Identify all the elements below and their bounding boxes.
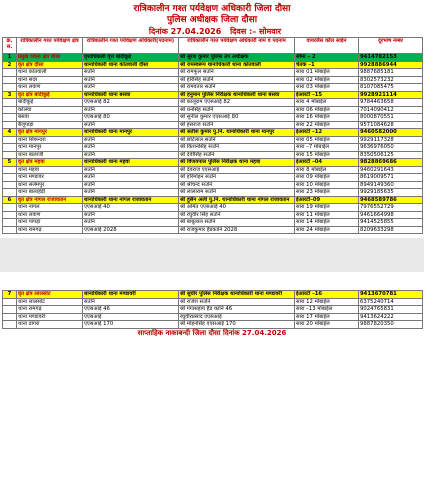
- designation-cell: सउनि: [83, 136, 179, 144]
- callsign-cell: सारा 23 मोबाईल: [295, 189, 359, 197]
- officer-cell: श्री रामस्वरूप थानाधिकारी थाना कोतवाली: [179, 61, 295, 69]
- callsign-cell: सारा 12 मोबाईल: [295, 298, 359, 306]
- roster-table-continued: [2, 290, 423, 329]
- header-date-line: [0, 26, 424, 37]
- area-cell: वृत क्षेत्र मानपुर: [17, 129, 83, 137]
- designation-cell: सउनि: [83, 69, 179, 77]
- table-row: [3, 189, 423, 197]
- area-cell: थाना पापड़ा: [17, 219, 83, 227]
- sno-cell: [3, 181, 17, 189]
- callsign-cell: सारा 4 मोबाईल: [295, 99, 359, 107]
- officer-cell: श्री छोटेलाल सउनि: [179, 136, 295, 144]
- sno-cell: [3, 219, 17, 227]
- circle-header-row: [3, 196, 423, 204]
- circle-header-row: [3, 159, 423, 167]
- table-row: [3, 174, 423, 182]
- table-row: [3, 136, 423, 144]
- callsign-cell: सारा –13 मोबाईल: [295, 306, 359, 314]
- area-cell: वृत क्षेत्र लालसोट: [17, 291, 83, 299]
- callsign-cell: ईआरटी –16: [295, 291, 359, 299]
- phone-cell: 9414525855: [359, 219, 423, 227]
- table-row: [3, 313, 423, 321]
- officer-cell: श्री देवराज एएसआई: [179, 166, 295, 174]
- officer-cell: श्री रघुवीर सिंह सउनि: [179, 211, 295, 219]
- officer-cell: श्री लालाराम सउनि: [179, 189, 295, 197]
- table-row: [3, 298, 423, 306]
- designation-cell: थानाधिकारी थाना बसवा: [83, 91, 179, 99]
- sno-cell: [3, 106, 17, 114]
- designation-cell: एएसआई 2028: [83, 226, 179, 234]
- header-subtitle: पुलिस अधीक्षक जिला दौसा: [166, 15, 258, 25]
- page-gap: [0, 238, 424, 272]
- phone-cell: 9460291643: [359, 166, 423, 174]
- officer-cell: श्री श्रीचन्द सउनि: [179, 181, 295, 189]
- designation-cell: एएसआई 40: [83, 204, 179, 212]
- document-header: [0, 0, 424, 37]
- table-row: [3, 211, 423, 219]
- callsign-cell: ईआरटी –12: [295, 129, 359, 137]
- callsign-cell: सारा 03 मोबाईल: [295, 84, 359, 92]
- area-cell: थाना सदर: [17, 76, 83, 84]
- callsign-cell: सारा 24 मोबाईल: [295, 226, 359, 234]
- designation-cell: एएसआई 82: [83, 99, 179, 107]
- sno-cell: [3, 166, 17, 174]
- area-cell: वृत क्षेत्र दौसा: [17, 61, 83, 69]
- designation-cell: सउनि: [83, 189, 179, 197]
- area-cell: थाना महवा: [17, 166, 83, 174]
- area-cell: थाना रामगढ़: [17, 226, 83, 234]
- area-cell: बैजूपाड़ा: [17, 121, 83, 129]
- area-cell: बांदीकुई: [17, 99, 83, 107]
- circle-header-row: [3, 291, 423, 299]
- officer-cell: श्री देवीसिंह सउनि: [179, 151, 295, 159]
- callsign-cell: सारा 15 मोबाईल: [295, 151, 359, 159]
- sno-cell: 2: [3, 61, 17, 69]
- table-row: [3, 181, 423, 189]
- officer-cell: श्री सुरेश कुमार पुलिस उप अधीक्षक: [179, 54, 295, 62]
- designation-cell: सउनि: [83, 76, 179, 84]
- roster-body: [3, 54, 423, 234]
- callsign-cell: सारा 11 मोबाईल: [295, 211, 359, 219]
- sno-cell: [3, 226, 17, 234]
- col-header-officer-designation: रात्रिकालीन गश्त पर्यवेक्षण अधिकारी(पदनाम): [83, 38, 179, 54]
- area-cell: कोलवा: [17, 106, 83, 114]
- sno-cell: 5: [3, 159, 17, 167]
- area-cell: थाना मानपुर: [17, 144, 83, 152]
- designation-cell: थानाधिकारी थाना कोतवाली दौसा: [83, 61, 179, 69]
- callsign-cell: सारा 09 मोबाईल: [295, 174, 359, 182]
- phone-cell: 9929117328: [359, 136, 423, 144]
- table-row: [3, 121, 423, 129]
- area-cell: वृत क्षेत्र महवा: [17, 159, 83, 167]
- officer-cell: श्री अमित एएसआई 40: [179, 204, 295, 212]
- callsign-cell: सारा 16 मोबाईल: [295, 114, 359, 122]
- sno-cell: [3, 144, 17, 152]
- officer-cell: श्री गंगासहाय हैड कानि 46: [179, 306, 295, 314]
- designation-cell: सउनि: [83, 219, 179, 227]
- table-row: [3, 69, 423, 77]
- callsign-cell: सारा 10 मोबाईल: [295, 181, 359, 189]
- sno-cell: [3, 189, 17, 197]
- phone-cell: 9413624222: [359, 313, 423, 321]
- officer-cell: श्री हरिसिंह सउनि: [179, 76, 295, 84]
- phone-cell: 9636976050: [359, 144, 423, 152]
- callsign-cell: सारा 17 मोबाईल: [295, 313, 359, 321]
- designation-cell: सउनि: [83, 174, 179, 182]
- sno-cell: [3, 204, 17, 212]
- designation-cell: सउनि: [83, 106, 179, 114]
- designation-cell: वृत्ताधिकारी वृत्त बांदीकुई: [83, 54, 179, 62]
- callsign-cell: सारा 06 मोबाईल: [295, 106, 359, 114]
- col-header-area: रात्रिकालीन गश्त पर्यवेक्षण क्षेत्र: [17, 38, 83, 54]
- phone-cell: 8302573232: [359, 76, 423, 84]
- table-row: [3, 99, 423, 107]
- officer-cell: श्री बाबूलाल सउनि: [179, 219, 295, 227]
- table-row: [3, 76, 423, 84]
- callsign-cell: सारा 20 मोबाईल: [295, 321, 359, 329]
- area-cell: थाना बालाजी: [17, 151, 83, 159]
- designation-cell: सउनि: [83, 166, 179, 174]
- col-header-sno: क्र. स.: [3, 38, 17, 54]
- phone-cell: 9571084628: [359, 121, 423, 129]
- designation-cell: थानाधिकारी थाना महवा: [83, 159, 179, 167]
- area-cell: थाना सिकन्दरा: [17, 136, 83, 144]
- sno-cell: [3, 321, 17, 329]
- sno-cell: [3, 99, 17, 107]
- sno-cell: [3, 84, 17, 92]
- phone-cell: 7976552729: [359, 204, 423, 212]
- officer-cell: श्री सुनील कुमार एएसआई 80: [179, 114, 295, 122]
- officer-cell: श्री हुसैन अली पु.नि. थानाधिकारी थाना नांगल राजावतान: [179, 196, 295, 204]
- sno-cell: [3, 313, 17, 321]
- sno-cell: [3, 306, 17, 314]
- footer-title: साप्ताहिक नाकाबन्दी जिला दौसा दिनांक 27.04.2026: [137, 328, 287, 337]
- phone-cell: 9928921114: [359, 91, 423, 99]
- table-row: [3, 166, 423, 174]
- phone-cell: 8107085475: [359, 84, 423, 92]
- phone-cell: 9887820350: [359, 321, 423, 329]
- phone-cell: 9887685181: [359, 69, 423, 77]
- sno-cell: [3, 298, 17, 306]
- area-cell: थाना नांगल: [17, 204, 83, 212]
- phone-cell: 9413670781: [359, 291, 423, 299]
- designation-cell: सउनि: [83, 121, 179, 129]
- phone-cell: 9784463658: [359, 99, 423, 107]
- area-cell: थाना लवाण: [17, 84, 83, 92]
- sno-cell: [3, 136, 17, 144]
- callsign-cell: ईआरटी –04: [295, 159, 359, 167]
- phone-cell: 9928886944: [359, 61, 423, 69]
- sno-cell: 4: [3, 129, 17, 137]
- phone-cell: 8949149360: [359, 181, 423, 189]
- officer-cell: श्री किशनसिंह सउनि: [179, 144, 295, 152]
- area-cell: थाना बालाहेड़ी: [17, 189, 83, 197]
- designation-cell: सउनि: [83, 151, 179, 159]
- area-cell: वृत क्षेत्र नांगल राजावतान: [17, 196, 83, 204]
- officer-cell: श्री सतीश कुमार पु.नि. थानाधिकारी थाना मानपुर: [179, 129, 295, 137]
- designation-cell: सउनि: [83, 144, 179, 152]
- designation-cell: थानाधिकारी थाना नांगल राजावतान: [83, 196, 179, 204]
- officer-cell: श्री रामफूल सउनि: [179, 69, 295, 77]
- col-header-phone: दूरभाष नम्बर: [359, 38, 423, 54]
- designation-cell: एएसआई 170: [83, 321, 179, 329]
- phone-cell: 9461664998: [359, 211, 423, 219]
- col-header-officer-name: रात्रिकालीन गश्त पर्यवेक्षण अधिकारी नाम व पदनाम: [179, 38, 295, 54]
- table-row: [3, 151, 423, 159]
- circle-header-row: [3, 129, 423, 137]
- designation-cell: सउनि: [83, 181, 179, 189]
- officer-cell: श्री विजयपाल पुलिस निरीक्षक थाना महवा: [179, 159, 295, 167]
- designation-cell: सउनि: [83, 84, 179, 92]
- officer-cell: श्री रामवतार सउनि: [179, 84, 295, 92]
- table-row: [3, 144, 423, 152]
- table-row: [3, 114, 423, 122]
- phone-cell: 8350506125: [359, 151, 423, 159]
- header-day: दिवस :– सोमवार: [230, 27, 282, 36]
- table-row: [3, 204, 423, 212]
- sno-cell: [3, 121, 17, 129]
- designation-cell: एएसआई 80: [83, 114, 179, 122]
- sno-cell: [3, 69, 17, 77]
- area-cell: थाना मण्डावरी: [17, 313, 83, 321]
- designation-cell: एएसआई: [83, 313, 179, 321]
- sno-cell: [3, 114, 17, 122]
- officer-cell: श्री हरिमोहन सउनि: [179, 174, 295, 182]
- area-cell: थाना लालसोट: [17, 298, 83, 306]
- callsign-cell: सीमा – 2: [295, 54, 359, 62]
- officer-cell: श्री राजकुमार हैडकानि 2028: [179, 226, 295, 234]
- area-cell: थाना डांगरा: [17, 321, 83, 329]
- phone-cell: 7014090412: [359, 106, 423, 114]
- table-row: [3, 321, 423, 329]
- phone-cell: 9468589786: [359, 196, 423, 204]
- phone-cell: 9929185635: [359, 189, 423, 197]
- sno-cell: 6: [3, 196, 17, 204]
- col-header-callsign: वायरलैस कॉल साईन: [295, 38, 359, 54]
- phone-cell: 9414782153: [359, 54, 423, 62]
- sno-cell: 7: [3, 291, 17, 299]
- phone-cell: 6375240714: [359, 298, 423, 306]
- phone-cell: 9024765831: [359, 306, 423, 314]
- callsign-cell: सारा 14 मोबाईल: [295, 219, 359, 227]
- callsign-cell: ईआरटी–09: [295, 196, 359, 204]
- phone-cell: 8000870551: [359, 114, 423, 122]
- roster-table: [2, 37, 423, 234]
- area-cell: बसवा: [17, 114, 83, 122]
- designation-cell: सउनि: [83, 211, 179, 219]
- roster-body-continued: [3, 291, 423, 329]
- sno-cell: 1: [3, 54, 17, 62]
- callsign-cell: ईआरटी –15: [295, 91, 359, 99]
- area-cell: थाना लवाण: [17, 211, 83, 219]
- area-cell: थाना मण्डावर: [17, 174, 83, 182]
- callsign-cell: सारा 19 मोबाईल: [295, 204, 359, 212]
- table-row: [3, 219, 423, 227]
- callsign-cell: सारा 01 मोबाईल: [295, 69, 359, 77]
- officer-cell: श्री हंसराज सउनि: [179, 121, 295, 129]
- header-title: रात्रिकालीन गश्त पर्यवेक्षण अधिकारी जिला दौसा: [133, 4, 291, 14]
- callsign-cell: सारा 02 मोबाईल: [295, 76, 359, 84]
- callsign-cell: चेतक –1: [295, 61, 359, 69]
- designation-cell: सउनि: [83, 298, 179, 306]
- table-row: [3, 306, 423, 314]
- table-row: [3, 106, 423, 114]
- officer-cell: श्री सुधीर पुलिस निरीक्षक थानाधिकारी थाना मण्डावरी: [179, 291, 295, 299]
- phone-cell: 9460582000: [359, 129, 423, 137]
- table-header-row: [3, 38, 423, 54]
- table-row: [3, 226, 423, 234]
- circle-header-row: [3, 54, 423, 62]
- officer-cell: श्री राजेश सउनि: [179, 298, 295, 306]
- area-cell: थाना कोतवाली: [17, 69, 83, 77]
- officer-cell: श्री मोहनसिंह एएसआई 170: [179, 321, 295, 329]
- callsign-cell: सारा 22 मोबाईल: [295, 121, 359, 129]
- officer-cell: रघुवीरप्रसाद एएसआई: [179, 313, 295, 321]
- callsign-cell: सारा 8 मोबाईल: [295, 166, 359, 174]
- area-cell: थाना सलेमपुर: [17, 181, 83, 189]
- sno-cell: [3, 151, 17, 159]
- designation-cell: थानाधिकारी थाना मण्डावरी: [83, 291, 179, 299]
- sno-cell: [3, 211, 17, 219]
- sno-cell: 3: [3, 91, 17, 99]
- header-date: दिनांक 27.04.2026: [148, 27, 222, 36]
- phone-cell: 9828869686: [359, 159, 423, 167]
- circle-header-row: [3, 91, 423, 99]
- designation-cell: एएसआई 46: [83, 306, 179, 314]
- table-row: [3, 84, 423, 92]
- callsign-cell: सारा –7 मोबाईल: [295, 144, 359, 152]
- area-cell: वृत क्षेत्र बांदीकुई: [17, 91, 83, 99]
- area-cell: थाना रामगढ़: [17, 306, 83, 314]
- area-cell: प्रमुख जिला क्षेत्र दौसा: [17, 54, 83, 62]
- callsign-cell: सारा 05 मोबाईल: [295, 136, 359, 144]
- sno-cell: [3, 76, 17, 84]
- phone-cell: 8209633298: [359, 226, 423, 234]
- officer-cell: श्री धनसिंह सउनि: [179, 106, 295, 114]
- sno-cell: [3, 174, 17, 182]
- circle-header-row: [3, 61, 423, 69]
- officer-cell: श्री हनुमान पुलिस निरीक्षक थानाधिकारी थाना बसवा: [179, 91, 295, 99]
- phone-cell: 8619009571: [359, 174, 423, 182]
- officer-cell: श्री कालूराम एएसआई 82: [179, 99, 295, 107]
- designation-cell: थानाधिकारी थाना मानपुर: [83, 129, 179, 137]
